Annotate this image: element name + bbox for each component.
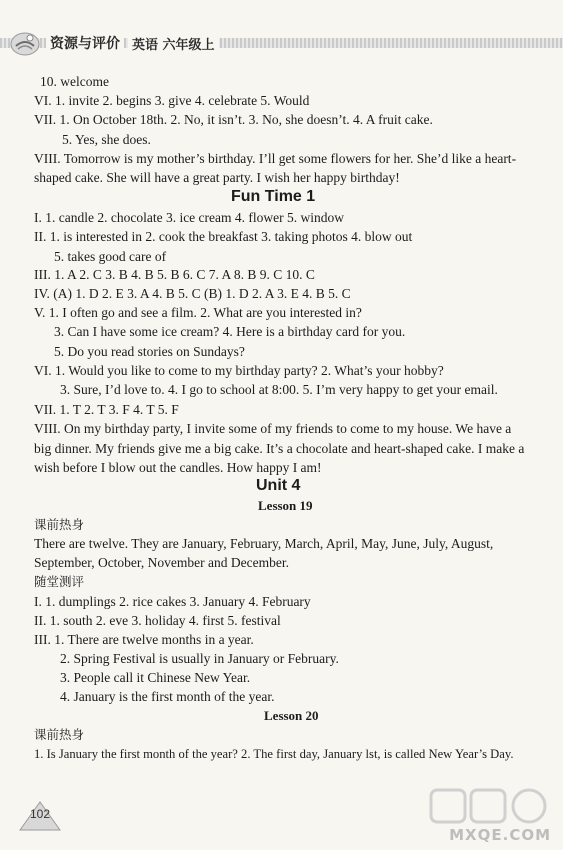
answer-line: I. 1. candle 2. chocolate 3. ice cream 4. flower 5. window	[34, 210, 345, 225]
answer-line: 10. welcome	[40, 74, 109, 89]
book-logo-icon	[10, 30, 40, 56]
test-label: 随堂测评	[34, 574, 85, 589]
answer-line: II. 1. south 2. eve 3. holiday 4. first 5. festival	[34, 613, 281, 628]
answer-line: VIII. Tomorrow is my mother’s birthday. I’ll get some flowers for her. She’d like a heart-	[34, 151, 517, 166]
series-title: 资源与评价	[46, 33, 124, 53]
answer-line: VI. 1. invite 2. begins 3. give 4. celebrate 5. Would	[34, 93, 310, 108]
answer-line: IV. (A) 1. D 2. E 3. A 4. B 5. C (B) 1. D 2. A 3. E 4. B 5. C	[34, 286, 351, 301]
answer-line: 5. takes good care of	[54, 249, 167, 264]
answer-line: 2. Spring Festival is usually in January or February.	[60, 651, 339, 666]
answer-line: big dinner. My friends give me a big cake. It’s a chocolate and heart-shaped cake. I make a	[34, 441, 525, 456]
page-header	[0, 0, 563, 62]
answer-line: III. 1. There are twelve months in a year.	[34, 632, 254, 647]
watermark-text: MXQE.COM	[449, 826, 551, 844]
answer-line: 3. Sure, I’d love to. 4. I go to school at 8:00. 5. I’m very happy to get your email.	[60, 382, 498, 397]
answer-line: 4. January is the first month of the year.	[60, 689, 275, 704]
answer-line: wish before I blow out the candles. How happy I am!	[34, 460, 322, 475]
answer-line: 5. Yes, she does.	[62, 132, 151, 147]
answer-line: I. 1. dumplings 2. rice cakes 3. January 4. February	[34, 594, 311, 609]
answer-line: VII. 1. On October 18th. 2. No, it isn’t. 3. No, she doesn’t. 4. A fruit cake.	[34, 112, 433, 127]
answer-line: III. 1. A 2. C 3. B 4. B 5. B 6. C 7. A 8. B 9. C 10. C	[34, 267, 315, 282]
answer-line: 3. Can I have some ice cream? 4. Here is a birthday card for you.	[54, 324, 406, 339]
page-number-badge	[18, 798, 62, 832]
section-title-fun-time: Fun Time 1	[231, 188, 316, 205]
answer-line: There are twelve. They are January, February, March, April, May, June, July, August,	[34, 536, 494, 551]
answer-line: II. 1. is interested in 2. cook the breakfast 3. taking photos 4. blow out	[34, 229, 413, 244]
answer-line: VIII. On my birthday party, I invite some of my friends to come to my house. We have a	[34, 421, 512, 436]
unit-title: Unit 4	[256, 477, 301, 494]
lesson-title: Lesson 20	[264, 708, 319, 723]
answer-line: 1. Is January the first month of the year? 2. The first day, January lst, is called New Year’s Day.	[34, 747, 514, 761]
answer-line: V. 1. I often go and see a film. 2. What are you interested in?	[34, 305, 362, 320]
page-number: 102	[30, 807, 51, 821]
answer-line: shaped cake. She will have a great party. I wish her happy birthday!	[34, 170, 400, 185]
answer-line: VI. 1. Would you like to come to my birthday party? 2. What’s your hobby?	[34, 363, 444, 378]
watermark	[425, 786, 555, 846]
answer-line: September, October, November and December.	[34, 555, 289, 570]
watermark-logo-icon	[425, 786, 555, 828]
answer-line: 5. Do you read stories on Sundays?	[54, 344, 245, 359]
warmup-label: 课前热身	[34, 727, 85, 742]
subject-grade: 英语 六年级上	[128, 34, 219, 53]
lesson-title: Lesson 19	[258, 498, 313, 513]
answer-line: VII. 1. T 2. T 3. F 4. T 5. F	[34, 402, 179, 417]
answer-line: 3. People call it Chinese New Year.	[60, 670, 251, 685]
warmup-label: 课前热身	[34, 517, 85, 532]
